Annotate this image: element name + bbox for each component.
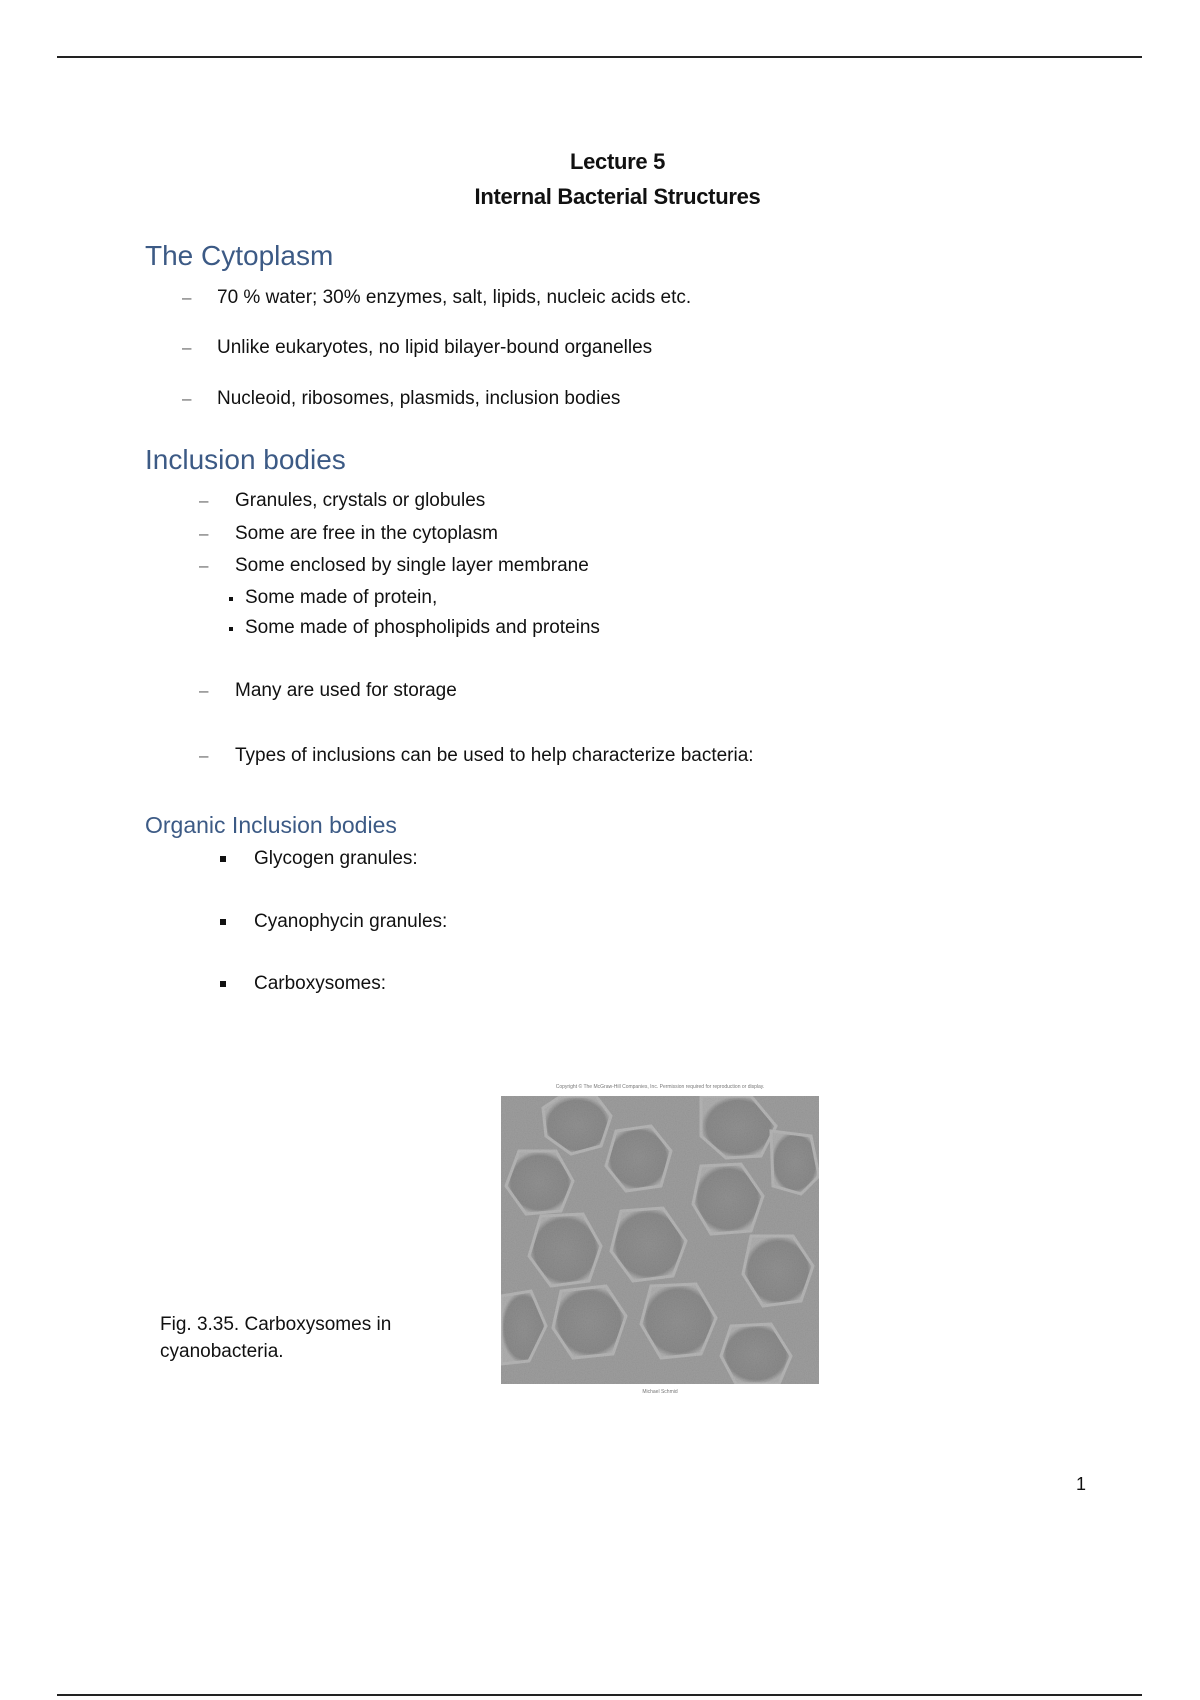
small-bullet: [229, 627, 233, 631]
cytoplasm-item-2: Unlike eukaryotes, no lipid bilayer-bound organelles: [217, 337, 653, 358]
organic-heading: Organic Inclusion bodies: [145, 812, 397, 838]
square-bullet: [220, 856, 226, 862]
cytoplasm-item-1: 70 % water; 30% enzymes, salt, lipids, nucleic acids etc.: [217, 287, 692, 308]
lecture-title: Internal Bacterial Structures: [474, 184, 761, 209]
top-rule: [57, 56, 1142, 58]
dash-bullet: –: [199, 491, 209, 510]
inclusion-storage: Many are used for storage: [235, 680, 457, 701]
inclusion-types: Types of inclusions can be used to help characterize bacteria:: [235, 745, 754, 766]
figure-caption-line-1: Fig. 3.35. Carboxysomes in: [160, 1314, 392, 1335]
cytoplasm-heading: The Cytoplasm: [145, 240, 334, 271]
carboxysome-micrograph: [501, 1096, 819, 1384]
dash-bullet: –: [182, 288, 192, 307]
organic-item-glycogen: Glycogen granules:: [254, 848, 418, 869]
figure-credit: Michael Schmid: [642, 1389, 678, 1395]
figure-copyright: Copyright © The McGraw-Hill Companies, Inc. Permission required for reproduction or display.: [555, 1084, 765, 1090]
figure-caption-line-2: cyanobacteria.: [160, 1341, 284, 1362]
square-bullet: [220, 981, 226, 987]
small-bullet: [229, 597, 233, 601]
inclusion-item-2: Some are free in the cytoplasm: [235, 523, 498, 544]
dash-bullet: –: [199, 556, 209, 575]
dash-bullet: –: [199, 524, 209, 543]
inclusion-subitem-2: Some made of phospholipids and proteins: [245, 617, 600, 638]
inclusion-item-1: Granules, crystals or globules: [235, 490, 486, 511]
organic-item-cyanophycin: Cyanophycin granules:: [254, 911, 448, 932]
inclusion-subitem-1: Some made of protein,: [245, 587, 438, 608]
cytoplasm-item-3: Nucleoid, ribosomes, plasmids, inclusion bodies: [217, 388, 621, 409]
dash-bullet: –: [182, 389, 192, 408]
dash-bullet: –: [199, 681, 209, 700]
inclusion-item-3: Some enclosed by single layer membrane: [235, 555, 589, 576]
dash-bullet: –: [199, 746, 209, 765]
dash-bullet: –: [182, 338, 192, 357]
organic-item-carboxysomes: Carboxysomes:: [254, 973, 386, 994]
lecture-number: Lecture 5: [569, 149, 666, 174]
page-number: 1: [1076, 1474, 1087, 1494]
square-bullet: [220, 919, 226, 925]
inclusion-heading: Inclusion bodies: [145, 444, 346, 475]
figure-caption: [160, 1311, 391, 1365]
bottom-rule: [57, 1694, 1142, 1696]
